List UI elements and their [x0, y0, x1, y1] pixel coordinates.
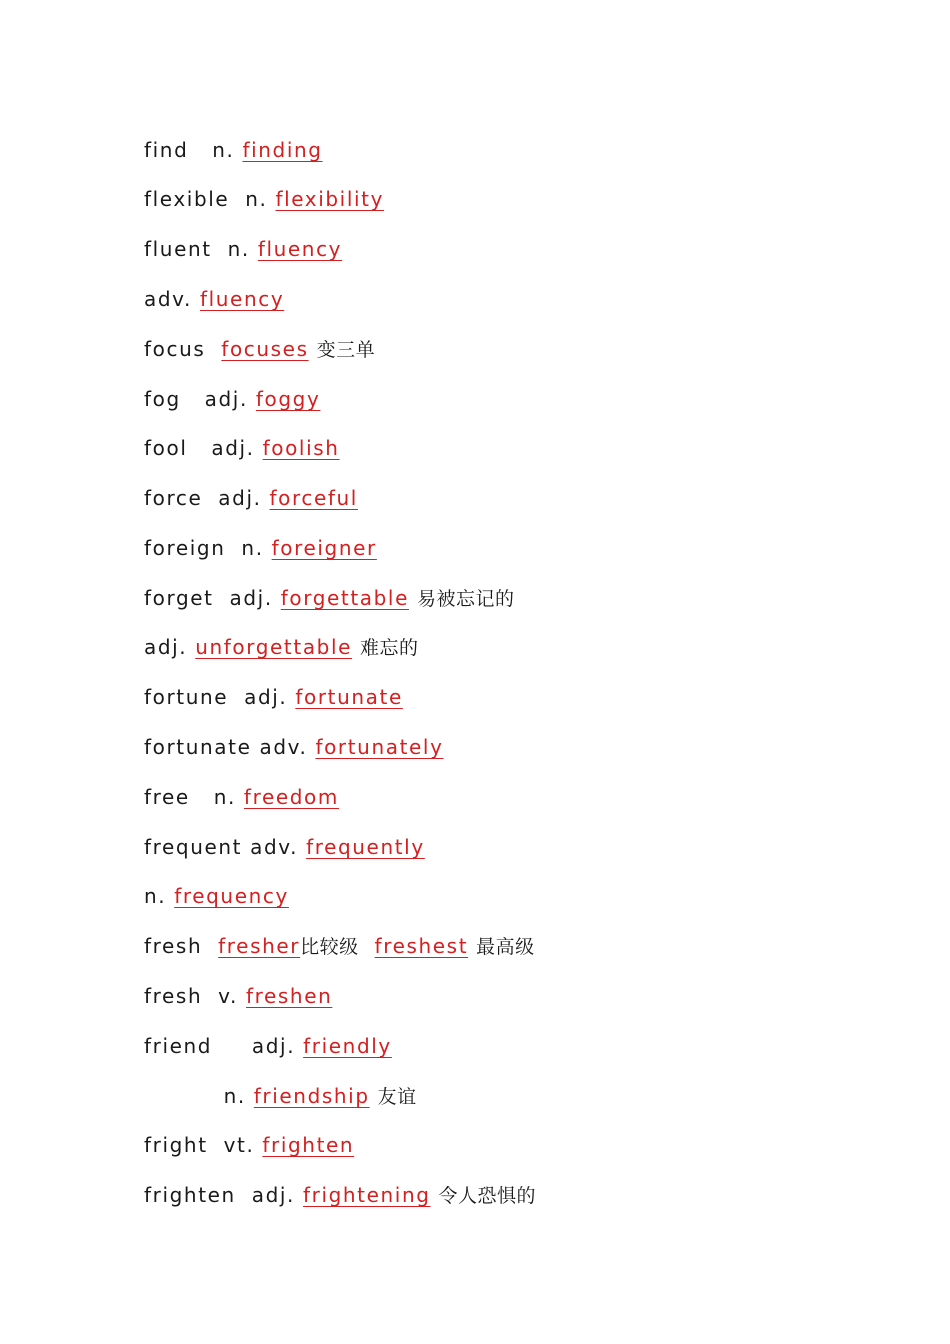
spacer: [205, 337, 221, 361]
entry-row: [144, 931, 535, 961]
part-of-speech: adv.: [250, 835, 299, 859]
answer-word: forgettable: [280, 586, 409, 610]
headword: fluent: [144, 237, 212, 261]
answer-word: foggy: [255, 387, 321, 411]
chinese-note: 易被忘记的: [416, 588, 515, 610]
entry-row: [144, 583, 514, 613]
part-of-speech: n.: [144, 884, 167, 908]
entry-row: [144, 284, 284, 314]
spacer: [190, 785, 214, 809]
part-of-speech: n.: [223, 1084, 246, 1108]
answer-word: friendship: [253, 1084, 370, 1108]
answer-word: frequency: [174, 884, 289, 908]
answer-word: forceful: [269, 486, 358, 510]
answer-word: foolish: [262, 436, 340, 460]
answer-word: fluency: [199, 287, 285, 311]
spacer: [214, 586, 230, 610]
headword: fresh: [144, 934, 203, 958]
headword: forget: [144, 586, 214, 610]
part-of-speech: adj.: [211, 436, 255, 460]
spacer: [212, 237, 228, 261]
chinese-note: 难忘的: [360, 637, 419, 659]
headword: foreign: [144, 536, 226, 560]
headword: force: [144, 486, 203, 510]
entry-row: [144, 1180, 536, 1210]
part-of-speech: n.: [213, 785, 236, 809]
headword: fortunate: [144, 735, 252, 759]
entry-row: [144, 533, 377, 563]
answer-word: frighten: [262, 1133, 355, 1157]
spacer: [202, 934, 218, 958]
headword: free: [144, 785, 190, 809]
spacer: [212, 1034, 252, 1058]
entry-row: [144, 732, 444, 762]
spacer: [144, 1084, 224, 1108]
entry-row: [144, 832, 425, 862]
entry-row: [144, 483, 358, 513]
answer-word: friendly: [303, 1034, 392, 1058]
chinese-note: 比较级: [300, 936, 359, 958]
entry-row: [144, 682, 403, 712]
part-of-speech: n.: [227, 237, 250, 261]
answer-word: focuses: [221, 337, 309, 361]
chinese-note-2: 最高级: [476, 936, 535, 958]
spacer: [181, 387, 205, 411]
answer-word: finding: [242, 138, 323, 162]
part-of-speech: adj.: [229, 586, 273, 610]
part-of-speech: adv.: [144, 287, 192, 311]
headword: fool: [144, 436, 188, 460]
chinese-note: 令人恐惧的: [438, 1185, 537, 1207]
spacer: [202, 984, 218, 1008]
part-of-speech: v.: [218, 984, 238, 1008]
headword: fright: [144, 1133, 208, 1157]
part-of-speech: adj.: [218, 486, 262, 510]
headword: fortune: [144, 685, 229, 709]
answer-word: freedom: [243, 785, 339, 809]
spacer: [242, 835, 250, 859]
spacer: [202, 486, 218, 510]
answer-word: fortunate: [295, 685, 403, 709]
part-of-speech: n.: [212, 138, 235, 162]
answer-word: flexibility: [275, 187, 385, 211]
entry-row: [144, 632, 419, 662]
entry-row: [144, 1130, 354, 1160]
part-of-speech: adj.: [144, 635, 188, 659]
answer-word: freshen: [245, 984, 333, 1008]
headword: focus: [144, 337, 206, 361]
entry-row: [144, 1081, 417, 1111]
spacer: [226, 536, 242, 560]
answer-word: frightening: [302, 1183, 431, 1207]
answer-word: fluency: [257, 237, 343, 261]
part-of-speech: adv.: [259, 735, 308, 759]
spacer: [188, 138, 212, 162]
entry-row: [144, 433, 340, 463]
spacer: [228, 685, 244, 709]
part-of-speech: n.: [245, 187, 268, 211]
answer-word: unforgettable: [195, 635, 353, 659]
headword: find: [144, 138, 189, 162]
headword: fresh: [144, 984, 203, 1008]
entry-row: [144, 981, 332, 1011]
spacer: [187, 436, 211, 460]
headword: fog: [144, 387, 181, 411]
spacer: [208, 1133, 224, 1157]
entry-row: [144, 334, 375, 364]
entry-row: [144, 184, 384, 214]
headword: frighten: [144, 1183, 236, 1207]
spacer: [229, 187, 245, 211]
headword: friend: [144, 1034, 213, 1058]
answer-word: fortunately: [315, 735, 444, 759]
chinese-note: 友谊: [377, 1086, 417, 1108]
headword: frequent: [144, 835, 243, 859]
part-of-speech: adj.: [251, 1183, 296, 1207]
entry-row: [144, 1031, 392, 1061]
spacer: [236, 1183, 252, 1207]
answer-word: fresher: [218, 934, 301, 958]
part-of-speech: adj.: [244, 685, 288, 709]
part-of-speech: vt.: [223, 1133, 255, 1157]
entry-row: [144, 384, 320, 414]
entry-row: [144, 782, 339, 812]
answer-word: foreigner: [271, 536, 377, 560]
headword: flexible: [144, 187, 230, 211]
entry-row: [144, 881, 289, 911]
answer-word-2: freshest: [374, 934, 469, 958]
chinese-note: 变三单: [316, 339, 376, 361]
part-of-speech: adj.: [204, 387, 248, 411]
answer-word: frequently: [306, 835, 425, 859]
part-of-speech: adj.: [251, 1034, 296, 1058]
part-of-speech: n.: [241, 536, 264, 560]
entry-row: [144, 135, 323, 165]
entry-row: [144, 234, 342, 264]
